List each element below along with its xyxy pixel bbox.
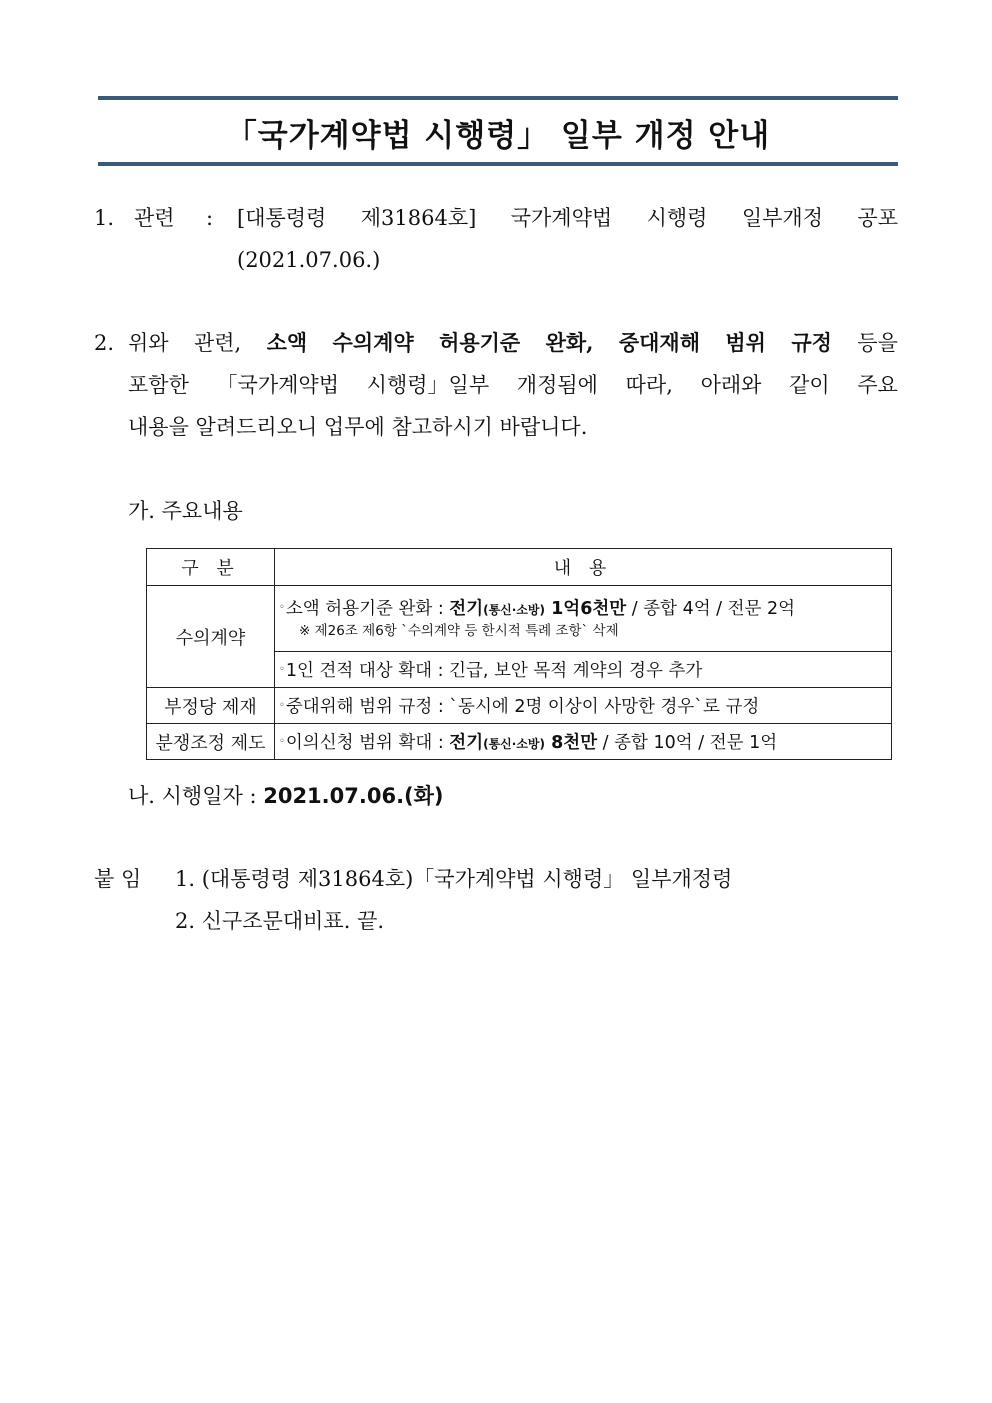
row3-text: 중대위해 범위 규정 : `동시에 2명 이상이 사망한 경우`로 규정 bbox=[285, 697, 760, 717]
item2-number: 2. bbox=[94, 331, 115, 355]
item1-word: 국가계약법 bbox=[510, 206, 613, 230]
row1-bold-a: 전기 bbox=[449, 599, 484, 619]
bullet-icon: ◦ bbox=[279, 664, 285, 675]
table-row bbox=[147, 724, 892, 760]
row4-text-b: / 종합 10억 / 전문 1억 bbox=[597, 733, 778, 753]
item1-line2: (2021.07.06.) bbox=[237, 248, 381, 272]
bullet-icon: ◦ bbox=[279, 736, 285, 747]
item2-bold-word: 소액 bbox=[266, 330, 308, 355]
table-row bbox=[147, 586, 892, 652]
section-na bbox=[128, 775, 444, 817]
bullet-icon: ◦ bbox=[279, 602, 285, 613]
item1-colon: : bbox=[206, 206, 214, 230]
item2-bold-word: 중대재해 bbox=[618, 330, 701, 355]
row1-bold-b: 1억6천만 bbox=[545, 599, 627, 619]
table-content-cell bbox=[275, 586, 892, 652]
row4-small: (통신·소방) bbox=[483, 737, 546, 751]
title-block bbox=[98, 96, 898, 168]
table-content-cell bbox=[275, 652, 892, 688]
row4-bold-a: 전기 bbox=[449, 733, 484, 753]
page-title: 「국가계약법 시행령」 일부 개정 안내 bbox=[225, 118, 771, 154]
item2-line1 bbox=[128, 322, 898, 364]
item1-word: [대통령령 bbox=[237, 206, 327, 230]
attachment-item-1: 1. (대통령령 제31864호)「국가계약법 시행령」 일부개정령 bbox=[175, 867, 733, 891]
item2-word: 아래와 bbox=[700, 373, 762, 397]
item2-bold-word: 허용기준 bbox=[439, 330, 521, 355]
row1-text-a: 소액 허용기준 완화 : bbox=[285, 599, 450, 619]
table-content-cell bbox=[275, 724, 892, 760]
section-na-label: 나. 시행일자 : bbox=[128, 784, 264, 808]
item1-label: 관련 bbox=[134, 206, 175, 230]
row1-note: ※ 제26조 제6항 `수의계약 등 한시적 특례 조항` 삭제 bbox=[299, 623, 619, 639]
table-header-row bbox=[147, 549, 892, 586]
item1-word: 일부개정 bbox=[741, 206, 823, 230]
item2-bold-word: 범위 bbox=[725, 330, 766, 355]
attachment-item-2: 2. 신구조문대비표. 끝. bbox=[175, 909, 385, 933]
row1-text-b: / 종합 4억 / 전문 2억 bbox=[626, 599, 796, 619]
item2-word: 개정됨에 bbox=[516, 373, 598, 397]
title-rule-bottom bbox=[98, 162, 898, 166]
table-row bbox=[147, 688, 892, 724]
attachments-label: 붙 임 bbox=[94, 867, 142, 891]
item2-word: 포함한 bbox=[128, 373, 189, 397]
item2-word: 관련, bbox=[193, 331, 242, 355]
item2-word: 같이 bbox=[789, 373, 830, 397]
item2-line3: 내용을 알려드리오니 업무에 참고하시기 바랍니다. bbox=[128, 415, 588, 439]
item2-word: 시행령」일부 bbox=[366, 373, 490, 397]
table-category-cell: 분쟁조정 제도 bbox=[147, 724, 275, 760]
item1-word: 제31864호] bbox=[360, 206, 477, 230]
item1-number: 1. bbox=[94, 206, 115, 230]
table-header-category: 구 분 bbox=[147, 549, 275, 586]
row4-bold-b: 8천만 bbox=[545, 733, 598, 753]
row2-text: 1인 견적 대상 확대 : 긴급, 보안 목적 계약의 경우 추가 bbox=[285, 661, 703, 681]
bullet-icon: ◦ bbox=[279, 700, 285, 711]
row4-text-a: 이의신청 범위 확대 : bbox=[285, 733, 450, 753]
row1-small: (통신·소방) bbox=[483, 603, 546, 617]
table-content-cell bbox=[275, 688, 892, 724]
table-header-content: 내 용 bbox=[275, 549, 892, 586]
item2-bold-word: 완화, bbox=[545, 330, 594, 355]
table-category-cell: 부정당 제재 bbox=[147, 688, 275, 724]
item1-word: 공포 bbox=[857, 206, 898, 230]
item2-word: 위와 bbox=[128, 331, 169, 355]
table-category-cell: 수의계약 bbox=[147, 586, 275, 688]
section-na-date: 2021.07.06.(화) bbox=[263, 784, 444, 808]
item2-line2 bbox=[128, 364, 898, 406]
item2-word: 등을 bbox=[857, 331, 898, 355]
item2-bold-word: 수의계약 bbox=[332, 330, 414, 355]
title-rule-top bbox=[98, 96, 898, 100]
section-ga-heading: 가. 주요내용 bbox=[128, 499, 243, 523]
item2-bold-word: 규정 bbox=[791, 330, 832, 355]
item1-line1 bbox=[237, 197, 898, 239]
item2-word: 주요 bbox=[857, 373, 898, 397]
item1-word: 시행령 bbox=[646, 206, 708, 230]
summary-table bbox=[146, 548, 892, 760]
item2-word: 따라, bbox=[625, 373, 673, 397]
item2-word: 「국가계약법 bbox=[216, 373, 339, 397]
